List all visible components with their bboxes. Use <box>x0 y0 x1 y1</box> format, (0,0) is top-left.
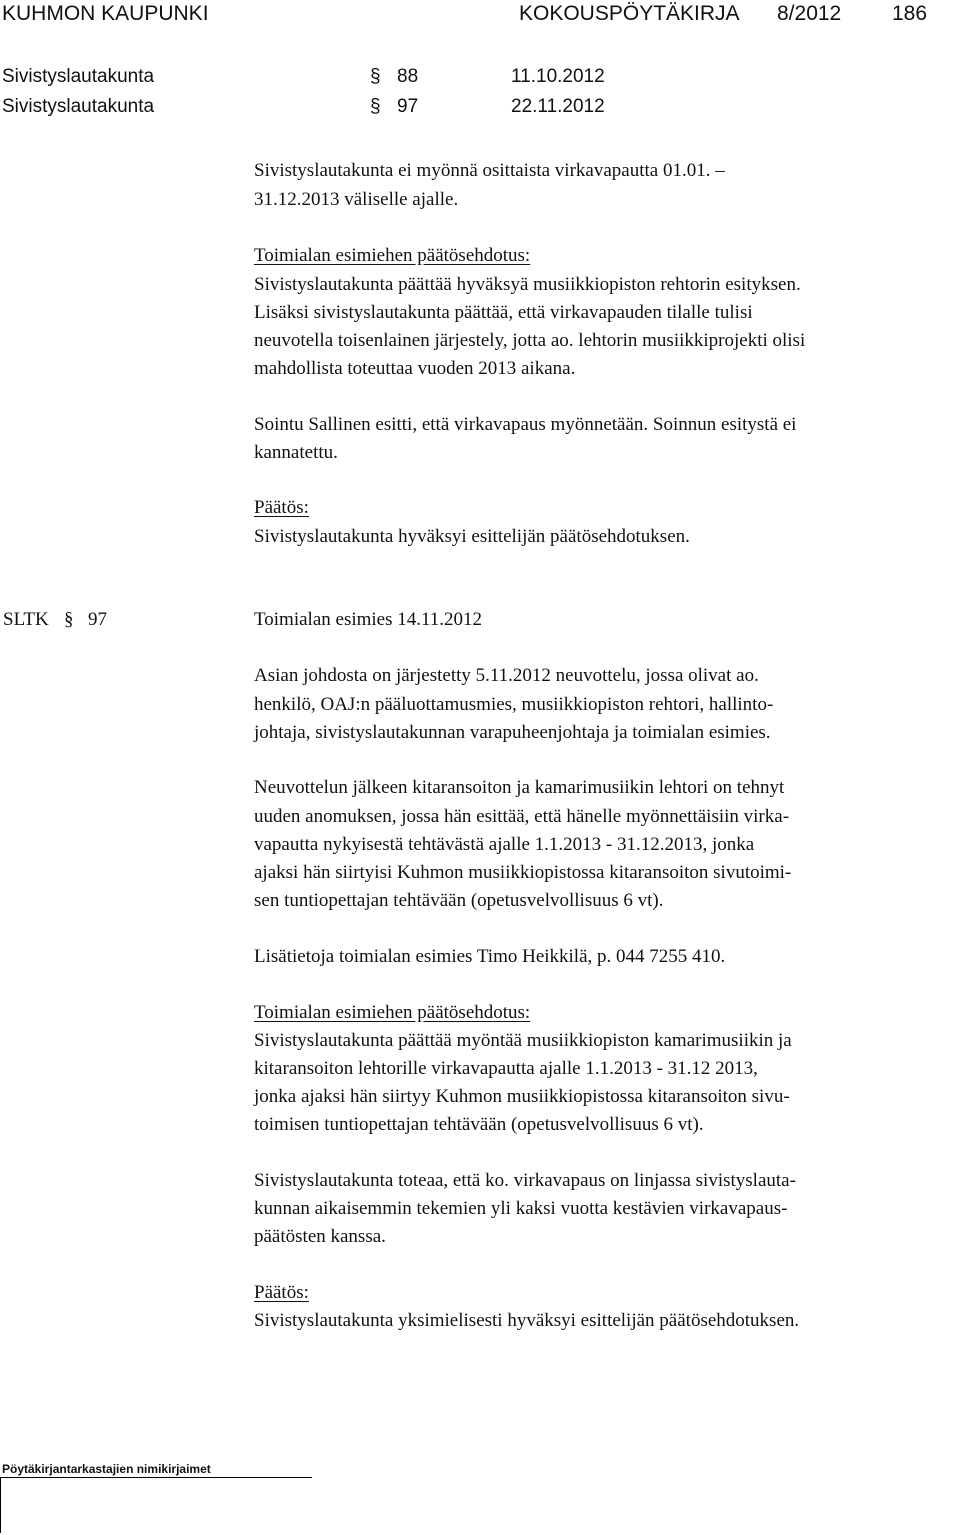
paragraph-line: kannatettu. <box>254 442 338 463</box>
paragraph-line: 31.12.2013 väliselle ajalle. <box>254 189 459 210</box>
paragraph-line: neuvotella toisenlainen järjestely, jotta ao. lehtorin musiikkiprojekti olisi <box>254 330 806 351</box>
paragraph-line: Neuvottelun jälkeen kitaransoiton ja kamarimusiikin lehtori on tehnyt <box>254 777 785 798</box>
paragraph-line: ajaksi hän siirtyisi Kuhmon musiikkiopistossa kitaransoiton sivutoimi- <box>254 862 792 883</box>
paragraph-line: Sivistyslautakunta päättää hyväksyä musiikkiopiston rehtorin esityksen. <box>254 274 801 295</box>
meta-date: 11.10.2012 <box>511 66 605 87</box>
section-sign: § <box>370 96 381 117</box>
paragraph-line: sen tuntiopettajan tehtävään (opetusvelvollisuus 6 vt). <box>254 890 664 911</box>
paragraph-line: vapautta nykyisestä tehtävästä ajalle 1.1.2013 - 31.12.2013, jonka <box>254 834 755 855</box>
sltk-section: 97 <box>88 609 107 630</box>
signatures-label: Pöytäkirjantarkastajien nimikirjaimet <box>2 1462 211 1476</box>
meta-date: 22.11.2012 <box>511 96 605 117</box>
header-doc-type: KOKOUSPÖYTÄKIRJA <box>519 2 740 25</box>
header-issue: 8/2012 <box>777 2 842 25</box>
section-sign: § <box>370 66 381 87</box>
paragraph-line: henkilö, OAJ:n pääluottamusmies, musiikkiopiston rehtori, hallinto- <box>254 694 774 715</box>
paragraph-line: Sivistyslautakunta toteaa, että ko. virkavapaus on linjassa sivistyslauta- <box>254 1170 796 1191</box>
meta-section: 88 <box>397 66 419 87</box>
meta-section: 97 <box>397 96 419 117</box>
paragraph-line: Sivistyslautakunta hyväksyi esittelijän päätösehdotuksen. <box>254 526 690 547</box>
header-org: KUHMON KAUPUNKI <box>2 2 209 25</box>
paragraph-line: päätösten kanssa. <box>254 1226 386 1247</box>
signature-line <box>0 1477 312 1478</box>
proposal-heading: Toimialan esimiehen päätösehdotus: <box>254 1002 531 1023</box>
sltk-title: Toimialan esimies 14.11.2012 <box>254 609 483 630</box>
paragraph-line: Sointu Sallinen esitti, että virkavapaus myönnetään. Soinnun esitystä ei <box>254 414 797 435</box>
paragraph-line: Asian johdosta on järjestetty 5.11.2012 neuvottelu, jossa olivat ao. <box>254 665 759 686</box>
decision-heading: Päätös: <box>254 497 309 518</box>
paragraph-line: uuden anomuksen, jossa hän esittää, että hänelle myönnettäisiin virka- <box>254 806 790 827</box>
sltk-label: SLTK <box>3 609 49 630</box>
signature-box-edge <box>0 1477 1 1533</box>
paragraph-line: kitaransoiton lehtorille virkavapautta ajalle 1.1.2013 - 31.12 2013, <box>254 1058 758 1079</box>
paragraph-line: Sivistyslautakunta päättää myöntää musiikkiopiston kamarimusiikin ja <box>254 1030 792 1051</box>
paragraph-line: Lisäksi sivistyslautakunta päättää, että virkavapauden tilalle tulisi <box>254 302 753 323</box>
proposal-heading: Toimialan esimiehen päätösehdotus: <box>254 245 531 266</box>
paragraph-line: kunnan aikaisemmin tekemien yli kaksi vuotta kestävien virkavapaus- <box>254 1198 788 1219</box>
meta-board: Sivistyslautakunta <box>2 66 155 87</box>
section-sign: § <box>64 609 74 630</box>
paragraph-line: mahdollista toteuttaa vuoden 2013 aikana. <box>254 358 576 379</box>
header-page-number: 186 <box>892 2 928 25</box>
decision-heading: Päätös: <box>254 1282 309 1303</box>
paragraph-line: Sivistyslautakunta ei myönnä osittaista virkavapautta 01.01. – <box>254 160 725 181</box>
paragraph-line: jonka ajaksi hän siirtyy Kuhmon musiikkiopistossa kitaransoiton sivu- <box>254 1086 790 1107</box>
paragraph-line: Sivistyslautakunta yksimielisesti hyväksyi esittelijän päätösehdotuksen. <box>254 1310 800 1331</box>
meta-board: Sivistyslautakunta <box>2 96 155 117</box>
paragraph-line: johtaja, sivistyslautakunnan varapuheenjohtaja ja toimialan esimies. <box>254 722 771 743</box>
paragraph-line: toimisen tuntiopettajan tehtävään (opetusvelvollisuus 6 vt). <box>254 1114 704 1135</box>
paragraph-line: Lisätietoja toimialan esimies Timo Heikkilä, p. 044 7255 410. <box>254 946 726 967</box>
